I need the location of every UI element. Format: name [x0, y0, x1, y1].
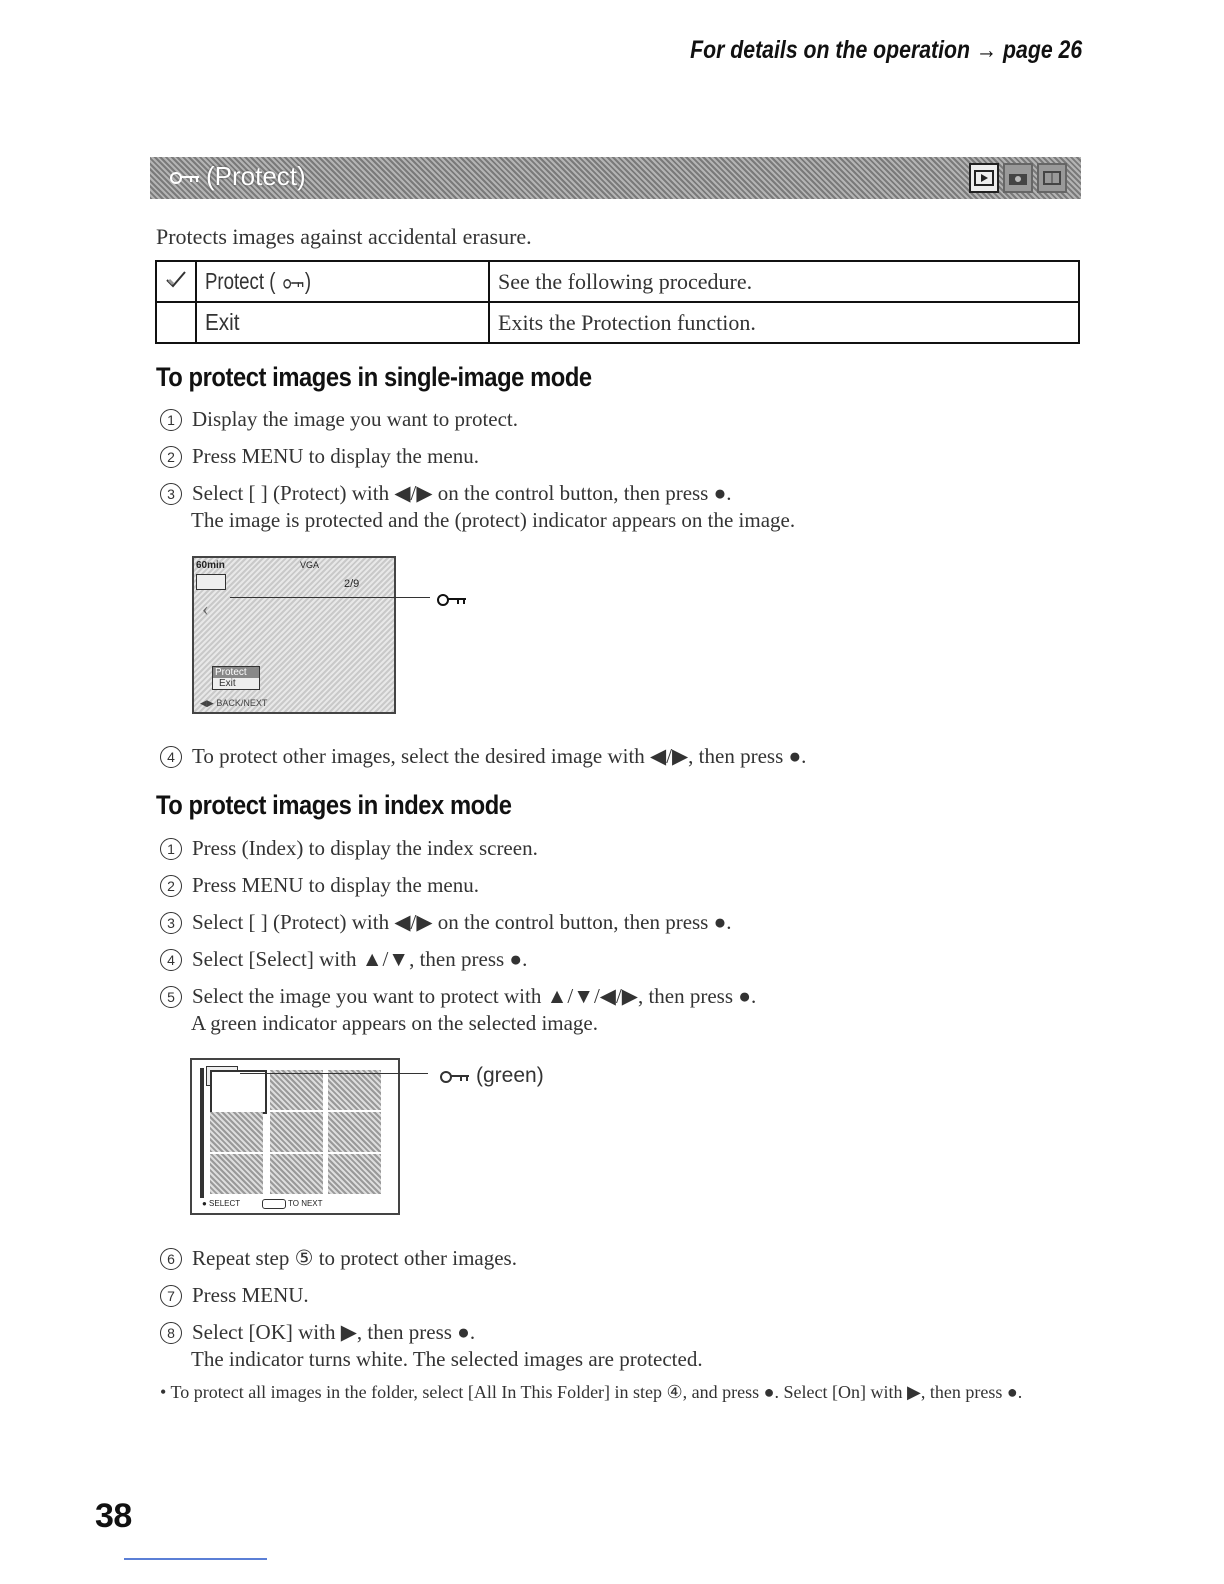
step-text: Select the image you want to protect with ▲/▼/◀/▶, then press ●. — [192, 984, 757, 1008]
screen-hint: ◀▶ BACK/NEXT — [200, 698, 268, 708]
step-number: 4 — [160, 746, 182, 768]
step-item — [160, 744, 806, 769]
step-item — [160, 984, 756, 1009]
screen-menu — [212, 666, 260, 690]
step-note: A green indicator appears on the selected image. — [191, 1011, 598, 1035]
image-size-indicator: VGA — [300, 560, 320, 570]
step-text: Press (Index) to display the index screen. — [192, 836, 538, 860]
section-title — [170, 161, 306, 192]
step-text: Repeat step ⑤ to protect other images. — [192, 1246, 517, 1270]
thumbnail — [210, 1112, 263, 1152]
thumbnail-selected — [210, 1070, 267, 1114]
page-reference: For details on the operation → page 26 — [689, 36, 1082, 64]
tip-note: • To protect all images in the folder, select [All In This Folder] in step ④, and press ●. Select [On] with ▶, then press ●. — [160, 1382, 1023, 1402]
step-item — [160, 873, 479, 898]
thumbnail — [328, 1154, 381, 1194]
step-text: Press MENU. — [192, 1283, 309, 1307]
table-row — [156, 302, 1079, 343]
step-number: 5 — [160, 986, 182, 1008]
step-number: 1 — [160, 838, 182, 860]
page-number: 38 — [95, 1497, 132, 1535]
step-item — [160, 836, 538, 861]
step-text: Select [Select] with ▲/▼, then press ●. — [192, 947, 528, 971]
step-text: Display the image you want to protect. — [192, 407, 519, 431]
checkmark-icon — [165, 269, 187, 289]
footer-rule — [124, 1558, 267, 1560]
step-text: To protect other images, select the desired image with ◀/▶, then press ●. — [192, 744, 807, 768]
thumbnail — [270, 1112, 323, 1152]
callout-line — [230, 597, 430, 598]
protect-key-icon — [283, 278, 300, 288]
thumbnail — [210, 1154, 263, 1194]
protect-key-icon — [170, 171, 200, 183]
mode-icons — [969, 163, 1067, 193]
step-number: 2 — [160, 875, 182, 897]
step-note: The image is protected and the (protect) indicator appears on the image. — [191, 508, 796, 532]
step-item — [160, 444, 479, 469]
intro-text: Protects images against accidental erasure. — [156, 224, 532, 249]
step-number: 3 — [160, 912, 182, 934]
thumbnail — [270, 1070, 323, 1110]
callout-line — [240, 1073, 428, 1074]
option-description: Exits the Protection function. — [489, 302, 1079, 343]
check-cell — [156, 261, 196, 302]
step-text: Select [OK] with ▶, then press ●. — [192, 1320, 476, 1344]
table-row — [156, 261, 1079, 302]
option-label — [196, 302, 489, 343]
camera-screen-index — [190, 1058, 400, 1215]
check-cell — [156, 302, 196, 343]
screen-hint-next: TO NEXT — [288, 1199, 323, 1208]
scroll-bar — [200, 1068, 204, 1198]
screen-hint-select: ● SELECT — [202, 1199, 241, 1208]
step-item — [160, 1283, 309, 1308]
camera-screen-single — [192, 556, 396, 714]
protect-indicator-icon — [196, 574, 226, 590]
thumbnail — [328, 1112, 381, 1152]
option-label — [196, 261, 489, 302]
step-number: 3 — [160, 483, 182, 505]
protect-key-callout-icon — [437, 590, 467, 608]
step-item — [160, 1320, 475, 1345]
left-arrow-icon: ‹ — [202, 598, 209, 620]
option-label-text: Exit — [205, 309, 240, 335]
option-description: See the following procedure. — [489, 261, 1079, 302]
option-label-text: Protect ( — [205, 268, 276, 294]
step-text: Select [ ] (Protect) with ◀/▶ on the control button, then press ●. — [192, 910, 732, 934]
step-item — [160, 407, 518, 432]
step-text: Press MENU to display the menu. — [192, 873, 479, 897]
step-number: 7 — [160, 1285, 182, 1307]
step-number: 6 — [160, 1248, 182, 1270]
option-label-end: ) — [304, 268, 312, 294]
step-text: Select [ ] (Protect) with ◀/▶ on the control button, then press ●. — [192, 481, 732, 505]
heading-single-mode: To protect images in single-image mode — [156, 362, 592, 392]
step-number: 1 — [160, 409, 182, 431]
step-note: The indicator turns white. The selected images are protected. — [191, 1347, 703, 1371]
camera-mode-icon — [1003, 163, 1033, 193]
menu-protect: Protect — [213, 667, 259, 678]
green-label: (green) — [476, 1064, 544, 1087]
movie-mode-icon — [1037, 163, 1067, 193]
menu-button-icon — [262, 1199, 286, 1209]
image-counter: 2/9 — [344, 578, 360, 590]
green-callout — [440, 1064, 544, 1088]
protect-key-callout-icon — [440, 1070, 470, 1082]
step-item — [160, 947, 527, 972]
step-item — [160, 1246, 517, 1271]
step-text: Press MENU to display the menu. — [192, 444, 479, 468]
step-number: 4 — [160, 949, 182, 971]
thumbnail — [328, 1070, 381, 1110]
step-number: 8 — [160, 1322, 182, 1344]
battery-indicator: 60min — [196, 560, 225, 571]
step-item — [160, 910, 732, 935]
section-title-text: (Protect) — [206, 161, 306, 191]
step-item — [160, 481, 732, 506]
section-bar — [150, 157, 1081, 199]
heading-index-mode: To protect images in index mode — [156, 790, 512, 820]
step-number: 2 — [160, 446, 182, 468]
playback-mode-icon — [969, 163, 999, 193]
options-table — [155, 260, 1080, 344]
thumbnail — [270, 1154, 323, 1194]
menu-exit: Exit — [219, 678, 236, 689]
